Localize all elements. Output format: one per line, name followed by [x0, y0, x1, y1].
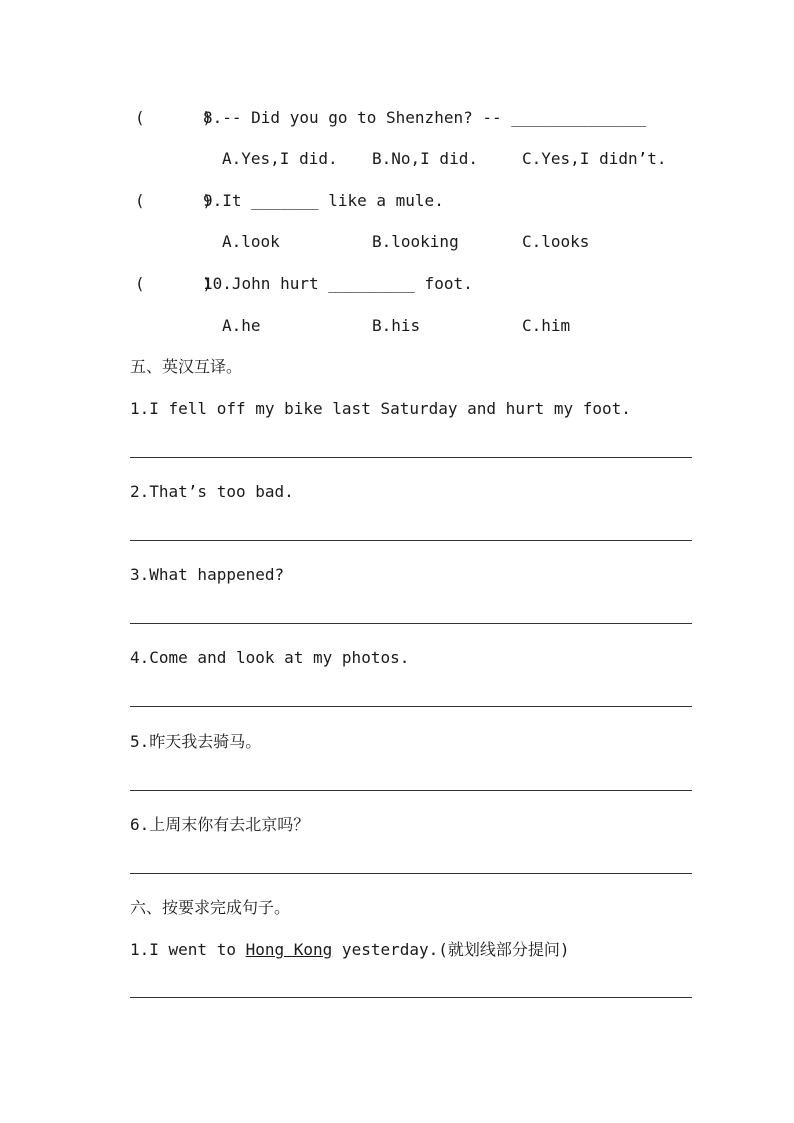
- question-9-text: 9.It _______ like a mule.: [203, 191, 444, 210]
- answer-paren-9[interactable]: ( ): [135, 191, 213, 210]
- rewrite-item-1: [130, 939, 570, 961]
- question-9-option-c: C.looks: [522, 232, 590, 251]
- answer-paren-8[interactable]: ( ): [135, 108, 213, 127]
- question-9-option-b: B.looking: [372, 232, 459, 251]
- rewrite-item-1-suffix: yesterday.(就划线部分提问): [332, 940, 570, 959]
- answer-line-3[interactable]: [130, 623, 692, 624]
- translation-item-6: 6.上周末你有去北京吗？: [130, 815, 310, 834]
- question-10-option-a: A.he: [222, 316, 261, 335]
- question-10-option-b: B.his: [372, 316, 421, 335]
- translation-item-2: 2.That’s too bad.: [130, 482, 294, 501]
- question-8-text: 8.-- Did you go to Shenzhen? -- ______________: [203, 108, 647, 127]
- translation-item-1: 1.I fell off my bike last Saturday and hurt my foot.: [130, 399, 631, 418]
- rewrite-item-1-prefix: 1.I went to: [130, 940, 246, 959]
- answer-line-4[interactable]: [130, 706, 692, 707]
- question-8-option-c: C.Yes,I didn’t.: [522, 149, 667, 168]
- answer-line-1[interactable]: [130, 457, 692, 458]
- answer-line-5[interactable]: [130, 790, 692, 791]
- translation-item-4: 4.Come and look at my photos.: [130, 648, 410, 667]
- question-9-option-a: A.look: [222, 232, 280, 251]
- section-6-title: 六、按要求完成句子。: [130, 898, 291, 917]
- underlined-phrase: Hong Kong: [245, 940, 333, 959]
- translation-item-5: 5.昨天我去骑马。: [130, 732, 262, 751]
- question-8-option-a: A.Yes,I did.: [222, 149, 338, 168]
- translation-item-3: 3.What happened?: [130, 565, 285, 584]
- question-8-option-b: B.No,I did.: [372, 149, 478, 168]
- question-10-text: 10.John hurt _________ foot.: [203, 274, 473, 293]
- section-5-title: 五、英汉互译。: [130, 357, 243, 376]
- answer-paren-10[interactable]: ( ): [135, 274, 213, 293]
- answer-line-rewrite-1[interactable]: [130, 997, 692, 998]
- answer-line-6[interactable]: [130, 873, 692, 874]
- answer-line-2[interactable]: [130, 540, 692, 541]
- question-10-option-c: C.him: [522, 316, 571, 335]
